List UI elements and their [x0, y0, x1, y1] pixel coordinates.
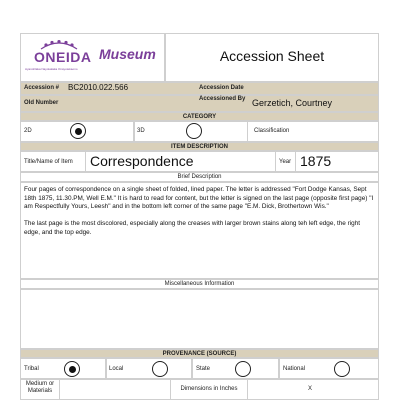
brief-description-header [20, 172, 379, 182]
provenance-tribal-radio[interactable] [64, 361, 80, 377]
provenance-tribal-label: Tribal [24, 366, 39, 372]
category-2d-label: 2D [24, 128, 32, 134]
logo-panel [20, 33, 165, 82]
category-2d-radio[interactable] [70, 123, 86, 139]
accession-date-label: Accession Date [199, 85, 244, 91]
item-description-heading: ITEM DESCRIPTION [170, 144, 228, 150]
brief-description-paragraph: The last page is the most discolored, especially along the creases with larger brown stains along teh left edge, the right edge, and the top edge. [24, 220, 361, 236]
provenance-national-label: National [283, 366, 306, 372]
category-3d-label: 3D [137, 128, 145, 134]
old-number-label: Old Number [24, 100, 59, 106]
brand-tagline: Ayanohlaka Nayokalaka Onayotekaono [25, 67, 78, 71]
year-label: Year [279, 159, 292, 165]
misc-info-header [20, 279, 379, 289]
museum-label: Museum [99, 46, 156, 62]
provenance-state-label: State [196, 366, 211, 372]
classification-label: Classification [254, 128, 290, 134]
old-number-field[interactable] [68, 97, 188, 109]
provenance-state-radio[interactable] [235, 361, 251, 377]
category-3d-radio[interactable] [186, 123, 202, 139]
brief-description-label: Brief Description [177, 174, 222, 180]
brand-name: ONEIDA [34, 49, 92, 65]
brief-description-paragraph: Four pages of correspondence on a single sheet of folded, lined paper. The letter is addressed "Fort Dodge Kansas, Sept 18th 1875, 11.30.PM, Well E.M." It is hard to read for content, but the letter is signed on the last page (opposite first page) "I am Respectfully Yours, Leesh" and in the bottom left corner of the same page "E.M. Dick, Brothertown Wis." [24, 186, 374, 211]
provenance-local-radio[interactable] [152, 361, 168, 377]
item-description-header [20, 142, 379, 151]
accession-date-field[interactable] [252, 83, 372, 93]
misc-info-label: Miscellaneous Information [164, 281, 235, 287]
provenance-header [20, 349, 379, 358]
materials-field[interactable] [62, 381, 167, 398]
provenance-local-label: Local [109, 366, 124, 372]
provenance-national-radio[interactable] [334, 361, 350, 377]
accession-number-label: Accession # [24, 85, 60, 91]
radio-selected-dot [75, 128, 82, 135]
page-title: Accession Sheet [219, 48, 325, 64]
classification-field[interactable] [300, 124, 374, 139]
brief-description-field[interactable] [20, 182, 379, 279]
year-field[interactable]: 1875 [300, 153, 332, 169]
provenance-heading: PROVENANCE (SOURCE) [162, 351, 237, 357]
dimension-height-field[interactable] [318, 381, 376, 398]
category-heading: CATEGORY [182, 114, 217, 120]
accessioned-by-field[interactable]: Gerzetich, Courtney [252, 98, 333, 108]
dimension-width-field[interactable] [250, 381, 305, 398]
accession-number-field[interactable]: BC2010.022.566 [68, 83, 129, 92]
page-title-panel [165, 33, 379, 82]
materials-label: Medium or Materials [25, 381, 55, 394]
dimensions-label: Dimensions in Inches [180, 386, 238, 392]
accessioned-by-label: Accessioned By [199, 96, 246, 102]
item-title-label: Title/Name of Item [24, 159, 73, 165]
item-title-field[interactable]: Correspondence [90, 153, 194, 169]
dimensions-x-separator: X [308, 386, 313, 392]
radio-selected-dot [69, 366, 76, 373]
misc-info-field[interactable] [20, 289, 379, 349]
category-header [20, 112, 379, 121]
